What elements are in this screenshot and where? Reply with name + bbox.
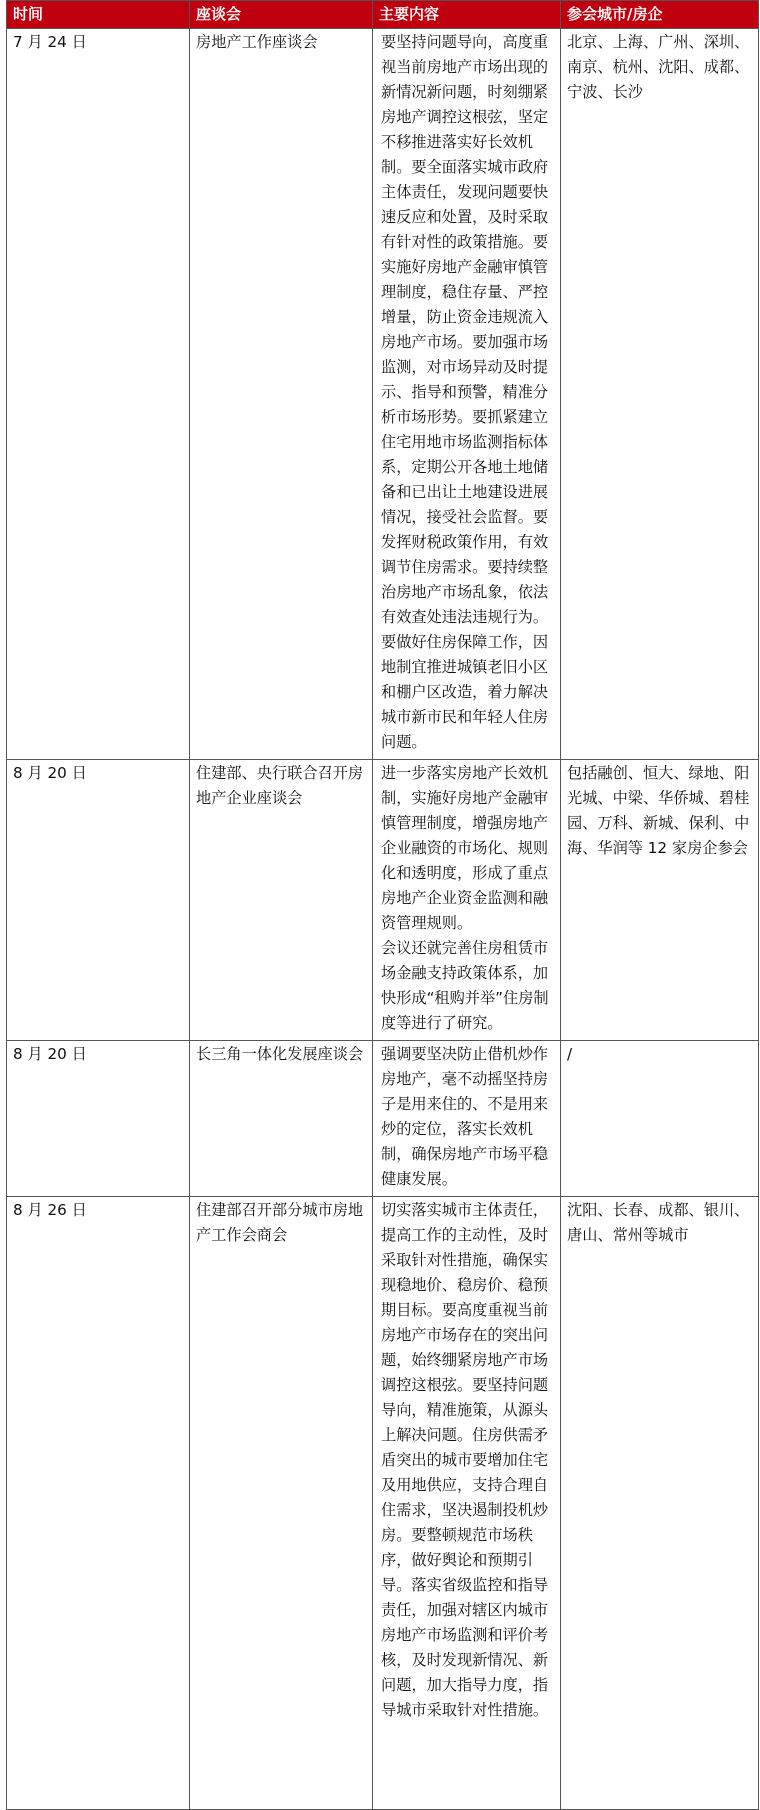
participants-cell: 北京、上海、广州、深圳、南京、杭州、沈阳、成都、宁波、长沙	[567, 33, 750, 101]
participants-cell: 沈阳、长春、成都、银川、唐山、常州等城市	[567, 1201, 750, 1244]
meeting-cell: 住建部召开部分城市房地产工作会商会	[196, 1201, 364, 1244]
table-row	[7, 760, 759, 1041]
header-participants: 参会城市/房企	[561, 1, 759, 29]
header-meeting: 座谈会	[190, 1, 373, 29]
table-row	[7, 29, 759, 760]
header-content: 主要内容	[373, 1, 561, 29]
table-header-row	[7, 1, 759, 29]
participants-cell: 包括融创、恒大、绿地、阳光城、中梁、华侨城、碧桂园、万科、新城、保利、中海、华润等 12 家房企参会	[567, 764, 750, 857]
content-cell: 强调要坚决防止借机炒作房地产，毫不动摇坚持房子是用来住的、不是用来炒的定位，落实长效机制，确保房地产市场平稳健康发展。	[381, 1045, 549, 1188]
table-row	[7, 1197, 759, 1810]
content-cell: 切实落实城市主体责任，提高工作的主动性，及时采取针对性措施，确保实现稳地价、稳房价、稳预期目标。要高度重视当前房地产市场存在的突出问题，始终绷紧房地产市场调控这根弦。要坚持问题导向，精准施策，从源头上解决问题。住房供需矛盾突出的城市要增加住宅及用地供应，支持合理自住需求，坚决遏制投机炒房。要整顿规范市场秩序，做好舆论和预期引导。落实省级监控和指导责任，加强对辖区内城市房地产市场监测和评价考核，及时发现新情况、新问题，加大指导力度，指导城市采取针对性措施。	[381, 1201, 549, 1719]
participants-cell: /	[567, 1045, 573, 1063]
meeting-cell: 住建部、央行联合召开房地产企业座谈会	[196, 764, 364, 807]
date-cell: 8 月 26 日	[13, 1201, 87, 1219]
date-cell: 7 月 24 日	[13, 33, 87, 51]
meeting-cell: 房地产工作座谈会	[196, 33, 318, 51]
content-cell: 要坚持问题导向，高度重视当前房地产市场出现的新情况新问题，时刻绷紧房地产调控这根弦，坚定不移推进落实好长效机制。要全面落实城市政府主体责任，发现问题要快速反应和处置，及时采取有针对性的政策措施。要实施好房地产金融审慎管理制度，稳住存量、严控增量，防止资金违规流入房地产市场。要加强市场监测，对市场异动及时提示、指导和预警，精准分析市场形势。要抓紧建立住宅用地市场监测指标体系，定期公开各地土地储备和已出让土地建设进展情况，接受社会监督。要发挥财税政策作用，有效调节住房需求。要持续整治房地产市场乱象，依法有效查处违法违规行为。要做好住房保障工作，因地制宜推进城镇老旧小区和棚户区改造，着力解决城市新市民和年轻人住房问题。	[381, 33, 549, 751]
table-row	[7, 1041, 759, 1197]
date-cell: 8 月 20 日	[13, 1045, 87, 1063]
date-cell: 8 月 20 日	[13, 764, 87, 782]
content-cell: 进一步落实房地产长效机制，实施好房地产金融审慎管理制度，增强房地产企业融资的市场化、规则化和透明度，形成了重点房地产企业资金监测和融资管理规则。 会议还就完善住房租赁市场金融支持政策体系，加快形成“租购并举”住房制度等进行了研究。	[381, 764, 549, 1032]
header-date: 时间	[7, 1, 190, 29]
policy-meeting-table	[6, 0, 759, 1810]
meeting-cell: 长三角一体化发展座谈会	[196, 1045, 364, 1063]
